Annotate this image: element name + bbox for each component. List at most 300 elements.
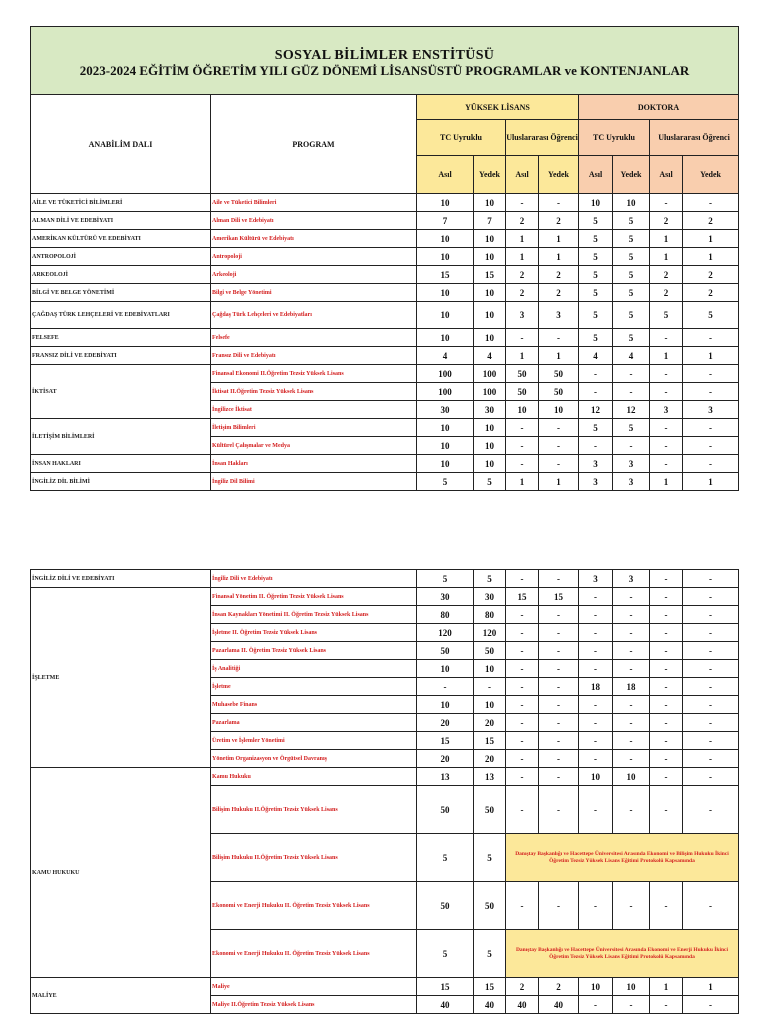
quota-cell: 10 bbox=[579, 768, 613, 786]
quota-cell: 1 bbox=[539, 473, 579, 491]
quota-cell: 30 bbox=[417, 401, 474, 419]
quota-cell: 30 bbox=[417, 588, 474, 606]
quota-cell: 10 bbox=[474, 660, 506, 678]
quota-cell: 7 bbox=[417, 212, 474, 230]
quota-cell: 10 bbox=[417, 248, 474, 266]
program-name: Antropoloji bbox=[211, 248, 417, 266]
quota-cell: - bbox=[539, 786, 579, 834]
program-name: Kamu Hukuku bbox=[211, 768, 417, 786]
quota-cell: - bbox=[683, 455, 739, 473]
institute-title: SOSYAL BİLİMLER ENSTİTÜSÜ bbox=[274, 47, 495, 63]
quota-cell: - bbox=[506, 696, 539, 714]
table-row bbox=[31, 266, 739, 284]
department-name: FELSEFE bbox=[31, 329, 211, 347]
quota-cell: 2 bbox=[506, 212, 539, 230]
protocol-note: Danıştay Başkanlığı ve Hacettepe Üniversitesi Arasında Ekonomi ve Bilişim Hukuku İkinci Öğretim Tezsiz Yüksek Lisans Eğitimi Protokolü Kapsamında bbox=[506, 834, 739, 882]
quota-cell: 5 bbox=[579, 248, 613, 266]
quota-cell: - bbox=[613, 750, 650, 768]
quota-cell: 20 bbox=[417, 714, 474, 732]
quota-cell: - bbox=[539, 606, 579, 624]
quota-cell: - bbox=[506, 732, 539, 750]
quota-cell: - bbox=[539, 768, 579, 786]
quota-cell: 10 bbox=[474, 696, 506, 714]
quota-cell: 1 bbox=[506, 230, 539, 248]
quota-cell: 3 bbox=[613, 455, 650, 473]
quota-cell: 80 bbox=[417, 606, 474, 624]
quota-cell: - bbox=[650, 714, 683, 732]
quota-cell: 15 bbox=[474, 266, 506, 284]
quota-cell: - bbox=[417, 678, 474, 696]
program-name: Finansal Ekonomi II.Öğretim Tezsiz Yüksek Lisans bbox=[211, 365, 417, 383]
quota-cell: 2 bbox=[650, 266, 683, 284]
program-name: İletişim Bilimleri bbox=[211, 419, 417, 437]
quota-cell: 3 bbox=[650, 401, 683, 419]
quota-cell: 4 bbox=[613, 347, 650, 365]
quota-cell: 50 bbox=[417, 786, 474, 834]
asil-header: Asıl bbox=[417, 156, 474, 194]
quota-cell: 2 bbox=[683, 212, 739, 230]
table-row bbox=[31, 419, 739, 437]
table-row bbox=[31, 212, 739, 230]
quota-cell: 5 bbox=[474, 834, 506, 882]
program-name: Felsefe bbox=[211, 329, 417, 347]
quota-cell: - bbox=[650, 455, 683, 473]
quota-cell: 1 bbox=[650, 230, 683, 248]
quota-cell: 15 bbox=[417, 978, 474, 996]
yl-tc-header: TC Uyruklu bbox=[417, 120, 506, 156]
program-name: İngilizce İktisat bbox=[211, 401, 417, 419]
quota-cell: 10 bbox=[417, 696, 474, 714]
quota-cell: - bbox=[579, 437, 613, 455]
quota-cell: - bbox=[539, 437, 579, 455]
quota-cell: 10 bbox=[417, 284, 474, 302]
quota-cell: 1 bbox=[650, 347, 683, 365]
quota-table-bottom bbox=[30, 569, 739, 1014]
quota-cell: 1 bbox=[650, 978, 683, 996]
quota-cell: - bbox=[683, 588, 739, 606]
quota-cell: 5 bbox=[650, 302, 683, 329]
quota-cell: 1 bbox=[539, 248, 579, 266]
quota-cell: 10 bbox=[474, 194, 506, 212]
quota-cell: 1 bbox=[539, 230, 579, 248]
quota-cell: 5 bbox=[474, 473, 506, 491]
program-name: Ekonomi ve Enerji Hukuku II. Öğretim Tezsiz Yüksek Lisans bbox=[211, 930, 417, 978]
quota-cell: - bbox=[683, 732, 739, 750]
table-row bbox=[31, 329, 739, 347]
quota-cell: 15 bbox=[506, 588, 539, 606]
quota-cell: 10 bbox=[474, 284, 506, 302]
quota-cell: - bbox=[539, 660, 579, 678]
quota-cell: 5 bbox=[579, 266, 613, 284]
program-name: İktisat II.Öğretim Tezsiz Yüksek Lisans bbox=[211, 383, 417, 401]
quota-cell: 10 bbox=[613, 978, 650, 996]
department-name: İLETİŞİM BİLİMLERİ bbox=[31, 419, 211, 455]
quota-cell: - bbox=[683, 714, 739, 732]
quota-cell: - bbox=[650, 882, 683, 930]
quota-cell: 15 bbox=[417, 266, 474, 284]
program-name: Arkeoloji bbox=[211, 266, 417, 284]
program-header: PROGRAM bbox=[211, 95, 417, 194]
quota-cell: 20 bbox=[417, 750, 474, 768]
quota-cell: 120 bbox=[474, 624, 506, 642]
quota-cell: - bbox=[613, 642, 650, 660]
quota-cell: - bbox=[579, 732, 613, 750]
quota-cell: 1 bbox=[539, 347, 579, 365]
quota-cell: 10 bbox=[474, 455, 506, 473]
program-name: Maliye bbox=[211, 978, 417, 996]
quota-cell: 13 bbox=[474, 768, 506, 786]
quota-cell: 15 bbox=[474, 978, 506, 996]
quota-cell: - bbox=[579, 660, 613, 678]
table-row bbox=[31, 302, 739, 329]
quota-cell: - bbox=[613, 696, 650, 714]
title-banner bbox=[31, 27, 739, 95]
quota-cell: 3 bbox=[579, 455, 613, 473]
quota-cell: - bbox=[579, 786, 613, 834]
quota-cell: 100 bbox=[474, 383, 506, 401]
department-name: FRANSIZ DİLİ VE EDEBİYATI bbox=[31, 347, 211, 365]
quota-cell: 3 bbox=[613, 473, 650, 491]
department-name: İNGİLİZ DİLİ VE EDEBİYATI bbox=[31, 570, 211, 588]
quota-cell: 10 bbox=[417, 455, 474, 473]
quota-cell: - bbox=[579, 996, 613, 1014]
quota-cell: 13 bbox=[417, 768, 474, 786]
quota-cell: 2 bbox=[539, 212, 579, 230]
quota-cell: - bbox=[650, 732, 683, 750]
quota-cell: - bbox=[650, 624, 683, 642]
quota-cell: 10 bbox=[474, 329, 506, 347]
quota-cell: - bbox=[506, 882, 539, 930]
quota-cell: - bbox=[650, 678, 683, 696]
department-name: BİLGİ VE BELGE YÖNETİMİ bbox=[31, 284, 211, 302]
quota-cell: - bbox=[683, 882, 739, 930]
quota-cell: - bbox=[650, 606, 683, 624]
department-name: KAMU HUKUKU bbox=[31, 768, 211, 978]
quota-cell: - bbox=[579, 696, 613, 714]
quota-cell: 15 bbox=[474, 732, 506, 750]
quota-cell: - bbox=[506, 194, 539, 212]
quota-cell: - bbox=[506, 768, 539, 786]
quota-cell: 1 bbox=[506, 347, 539, 365]
quota-cell: - bbox=[613, 437, 650, 455]
quota-cell: - bbox=[650, 750, 683, 768]
quota-cell: 5 bbox=[417, 570, 474, 588]
quota-cell: - bbox=[613, 714, 650, 732]
quota-cell: 15 bbox=[417, 732, 474, 750]
yl-ulus-header: Uluslararası Öğrenci bbox=[506, 120, 579, 156]
yedek-header: Yedek bbox=[539, 156, 579, 194]
quota-cell: 3 bbox=[613, 570, 650, 588]
department-name: ALMAN DİLİ VE EDEBİYATI bbox=[31, 212, 211, 230]
quota-cell: 5 bbox=[579, 329, 613, 347]
quota-cell: - bbox=[539, 329, 579, 347]
quota-cell: - bbox=[579, 383, 613, 401]
quota-cell: 50 bbox=[539, 365, 579, 383]
quota-cell: 100 bbox=[474, 365, 506, 383]
program-name: İngiliz Dili ve Edebiyatı bbox=[211, 570, 417, 588]
department-name: ARKEOLOJİ bbox=[31, 266, 211, 284]
quota-cell: 10 bbox=[417, 302, 474, 329]
program-name: Aile ve Tüketici Bilimleri bbox=[211, 194, 417, 212]
quota-cell: 30 bbox=[474, 401, 506, 419]
quota-cell: - bbox=[683, 606, 739, 624]
quota-cell: - bbox=[539, 696, 579, 714]
program-name: İngiliz Dil Bilimi bbox=[211, 473, 417, 491]
quota-cell: - bbox=[683, 437, 739, 455]
protocol-note: Danıştay Başkanlığı ve Hacettepe Üniversitesi Arasında Ekonomi ve Enerji Hukuku İkinci Öğretim Tezsiz Yüksek Lisans Eğitimi Protokolü Kapsamında bbox=[506, 930, 739, 978]
quota-cell: 2 bbox=[650, 212, 683, 230]
quota-cell: 5 bbox=[613, 266, 650, 284]
quota-cell: 5 bbox=[474, 930, 506, 978]
quota-cell: 30 bbox=[474, 588, 506, 606]
program-name: Pazarlama II. Öğretim Tezsiz Yüksek Lisans bbox=[211, 642, 417, 660]
quota-cell: - bbox=[506, 606, 539, 624]
program-name: Finansal Yönetim II. Öğretim Tezsiz Yüksek Lisans bbox=[211, 588, 417, 606]
quota-cell: - bbox=[683, 383, 739, 401]
quota-cell: - bbox=[474, 678, 506, 696]
quota-cell: 5 bbox=[613, 230, 650, 248]
dr-tc-header: TC Uyruklu bbox=[579, 120, 650, 156]
department-name: İNSAN HAKLARI bbox=[31, 455, 211, 473]
program-name: Bilişim Hukuku II.Öğretim Tezsiz Yüksek Lisans bbox=[211, 834, 417, 882]
quota-cell: - bbox=[683, 996, 739, 1014]
program-name: Fransız Dili ve Edebiyatı bbox=[211, 347, 417, 365]
quota-cell: - bbox=[613, 365, 650, 383]
quota-cell: - bbox=[650, 194, 683, 212]
quota-cell: - bbox=[579, 606, 613, 624]
quota-cell: - bbox=[539, 642, 579, 660]
quota-cell: - bbox=[539, 419, 579, 437]
quota-cell: - bbox=[650, 419, 683, 437]
quota-cell: - bbox=[506, 642, 539, 660]
program-name: İşletme bbox=[211, 678, 417, 696]
quota-cell: 3 bbox=[579, 570, 613, 588]
quota-cell: - bbox=[650, 768, 683, 786]
quota-cell: 50 bbox=[474, 786, 506, 834]
quota-cell: - bbox=[683, 642, 739, 660]
table-row bbox=[31, 365, 739, 383]
yedek-header: Yedek bbox=[683, 156, 739, 194]
department-name: İKTİSAT bbox=[31, 365, 211, 419]
program-name: Ekonomi ve Enerji Hukuku II. Öğretim Tezsiz Yüksek Lisans bbox=[211, 882, 417, 930]
program-name: Bilgi ve Belge Yönetimi bbox=[211, 284, 417, 302]
quota-cell: 4 bbox=[417, 347, 474, 365]
asil-header: Asıl bbox=[579, 156, 613, 194]
quota-cell: - bbox=[539, 714, 579, 732]
quota-cell: 2 bbox=[539, 978, 579, 996]
program-name: İnsan Kaynakları Yönetimi II. Öğretim Tezsiz Yüksek Lisans bbox=[211, 606, 417, 624]
quota-cell: - bbox=[683, 329, 739, 347]
quota-cell: - bbox=[650, 660, 683, 678]
program-name: Kültürel Çalışmalar ve Medya bbox=[211, 437, 417, 455]
quota-cell: - bbox=[539, 750, 579, 768]
quota-cell: 10 bbox=[579, 978, 613, 996]
quota-cell: 5 bbox=[417, 834, 474, 882]
quota-cell: 2 bbox=[539, 284, 579, 302]
quota-cell: 50 bbox=[417, 642, 474, 660]
quota-cell: 10 bbox=[474, 230, 506, 248]
asil-header: Asıl bbox=[506, 156, 539, 194]
quota-cell: - bbox=[579, 714, 613, 732]
table-row bbox=[31, 768, 739, 786]
quota-cell: 100 bbox=[417, 365, 474, 383]
program-name: İş Analitiği bbox=[211, 660, 417, 678]
quota-cell: - bbox=[613, 660, 650, 678]
quota-cell: - bbox=[613, 732, 650, 750]
table-row bbox=[31, 978, 739, 996]
quota-cell: - bbox=[683, 419, 739, 437]
quota-cell: - bbox=[539, 678, 579, 696]
quota-cell: - bbox=[650, 570, 683, 588]
quota-cell: - bbox=[650, 329, 683, 347]
anabilim-header: ANABİLİM DALI bbox=[31, 95, 211, 194]
quota-cell: 10 bbox=[417, 419, 474, 437]
program-name: İnsan Hakları bbox=[211, 455, 417, 473]
department-name: İNGİLİZ DİL BİLİMİ bbox=[31, 473, 211, 491]
quota-cell: - bbox=[579, 365, 613, 383]
quota-cell: 5 bbox=[579, 230, 613, 248]
quota-cell: - bbox=[650, 383, 683, 401]
quota-cell: - bbox=[539, 194, 579, 212]
department-name: MALİYE bbox=[31, 978, 211, 1014]
quota-cell: - bbox=[506, 419, 539, 437]
quota-cell: - bbox=[650, 696, 683, 714]
table-row bbox=[31, 284, 739, 302]
doktora-header: DOKTORA bbox=[579, 95, 739, 120]
quota-cell: 80 bbox=[474, 606, 506, 624]
quota-cell: - bbox=[579, 750, 613, 768]
quota-cell: 1 bbox=[650, 248, 683, 266]
quota-cell: 10 bbox=[417, 329, 474, 347]
quota-cell: 15 bbox=[539, 588, 579, 606]
quota-cell: 18 bbox=[613, 678, 650, 696]
quota-cell: 5 bbox=[683, 302, 739, 329]
quota-cell: 10 bbox=[613, 768, 650, 786]
program-name: Üretim ve İşlemler Yönetimi bbox=[211, 732, 417, 750]
quota-cell: 10 bbox=[539, 401, 579, 419]
quota-cell: 20 bbox=[474, 750, 506, 768]
quota-cell: 5 bbox=[613, 248, 650, 266]
quota-cell: - bbox=[579, 588, 613, 606]
quota-cell: 10 bbox=[613, 194, 650, 212]
quota-cell: - bbox=[613, 588, 650, 606]
quota-cell: - bbox=[683, 660, 739, 678]
quota-cell: 50 bbox=[506, 383, 539, 401]
quota-cell: - bbox=[683, 696, 739, 714]
quota-cell: - bbox=[613, 606, 650, 624]
quota-cell: - bbox=[683, 768, 739, 786]
program-name: Amerikan Kültürü ve Edebiyatı bbox=[211, 230, 417, 248]
quota-cell: 10 bbox=[417, 437, 474, 455]
quota-cell: 1 bbox=[683, 473, 739, 491]
quota-cell: 10 bbox=[417, 194, 474, 212]
department-name: AİLE VE TÜKETİCİ BİLİMLERİ bbox=[31, 194, 211, 212]
quota-cell: 10 bbox=[417, 230, 474, 248]
table-row bbox=[31, 570, 739, 588]
quota-cell: 10 bbox=[474, 248, 506, 266]
quota-cell: 5 bbox=[613, 329, 650, 347]
quota-cell: - bbox=[506, 329, 539, 347]
quota-cell: - bbox=[683, 624, 739, 642]
quota-cell: - bbox=[506, 570, 539, 588]
quota-cell: 10 bbox=[579, 194, 613, 212]
quota-cell: - bbox=[579, 642, 613, 660]
program-name: Muhasebe Finans bbox=[211, 696, 417, 714]
quota-cell: 10 bbox=[417, 660, 474, 678]
quota-table-top bbox=[30, 26, 739, 491]
quota-cell: 4 bbox=[474, 347, 506, 365]
program-name: Pazarlama bbox=[211, 714, 417, 732]
yuksek-lisans-header: YÜKSEK LİSANS bbox=[417, 95, 579, 120]
quota-cell: - bbox=[683, 570, 739, 588]
quota-cell: 40 bbox=[417, 996, 474, 1014]
table-row bbox=[31, 194, 739, 212]
quota-cell: - bbox=[539, 455, 579, 473]
quota-cell: 10 bbox=[474, 302, 506, 329]
quota-cell: 40 bbox=[474, 996, 506, 1014]
yedek-header: Yedek bbox=[613, 156, 650, 194]
quota-cell: - bbox=[683, 678, 739, 696]
quota-cell: 1 bbox=[683, 230, 739, 248]
quota-cell: - bbox=[506, 660, 539, 678]
yedek-header: Yedek bbox=[474, 156, 506, 194]
program-name: Bilişim Hukuku II.Öğretim Tezsiz Yüksek Lisans bbox=[211, 786, 417, 834]
quota-cell: 2 bbox=[650, 284, 683, 302]
quota-cell: 5 bbox=[579, 212, 613, 230]
quota-cell: 40 bbox=[539, 996, 579, 1014]
department-name: ÇAĞDAŞ TÜRK LEHÇELERİ VE EDEBİYATLARI bbox=[31, 302, 211, 329]
quota-cell: - bbox=[613, 383, 650, 401]
quota-cell: 2 bbox=[539, 266, 579, 284]
quota-cell: - bbox=[683, 365, 739, 383]
quota-cell: - bbox=[506, 678, 539, 696]
quota-cell: 50 bbox=[539, 383, 579, 401]
quota-cell: 5 bbox=[417, 930, 474, 978]
quota-cell: - bbox=[506, 750, 539, 768]
quota-cell: 3 bbox=[579, 473, 613, 491]
quota-cell: - bbox=[579, 882, 613, 930]
quota-cell: 2 bbox=[683, 284, 739, 302]
quota-cell: - bbox=[506, 455, 539, 473]
quota-cell: 5 bbox=[417, 473, 474, 491]
program-title: 2023-2024 EĞİTİM ÖĞRETİM YILI GÜZ DÖNEMİ LİSANSÜSTÜ PROGRAMLAR ve KONTENJANLAR bbox=[79, 62, 690, 78]
quota-cell: 2 bbox=[506, 284, 539, 302]
quota-cell: 2 bbox=[683, 266, 739, 284]
quota-cell: 1 bbox=[683, 347, 739, 365]
dr-ulus-header: Uluslararası Öğrenci bbox=[650, 120, 739, 156]
quota-cell: 10 bbox=[474, 419, 506, 437]
quota-cell: - bbox=[539, 624, 579, 642]
quota-cell: - bbox=[613, 882, 650, 930]
department-name: AMERİKAN KÜLTÜRÜ VE EDEBİYATI bbox=[31, 230, 211, 248]
department-name: İŞLETME bbox=[31, 588, 211, 768]
quota-cell: - bbox=[506, 786, 539, 834]
quota-cell: 2 bbox=[506, 978, 539, 996]
quota-cell: 5 bbox=[613, 419, 650, 437]
quota-cell: - bbox=[650, 588, 683, 606]
quota-cell: - bbox=[650, 437, 683, 455]
quota-cell: - bbox=[650, 365, 683, 383]
quota-cell: 3 bbox=[683, 401, 739, 419]
table-row bbox=[31, 455, 739, 473]
quota-cell: - bbox=[650, 996, 683, 1014]
quota-cell: - bbox=[539, 570, 579, 588]
quota-cell: 50 bbox=[417, 882, 474, 930]
program-name: Yönetim Organizasyon ve Örgütsel Davranış bbox=[211, 750, 417, 768]
quota-cell: - bbox=[650, 786, 683, 834]
program-name: Çağdaş Türk Lehçeleri ve Edebiyatları bbox=[211, 302, 417, 329]
quota-cell: - bbox=[650, 642, 683, 660]
